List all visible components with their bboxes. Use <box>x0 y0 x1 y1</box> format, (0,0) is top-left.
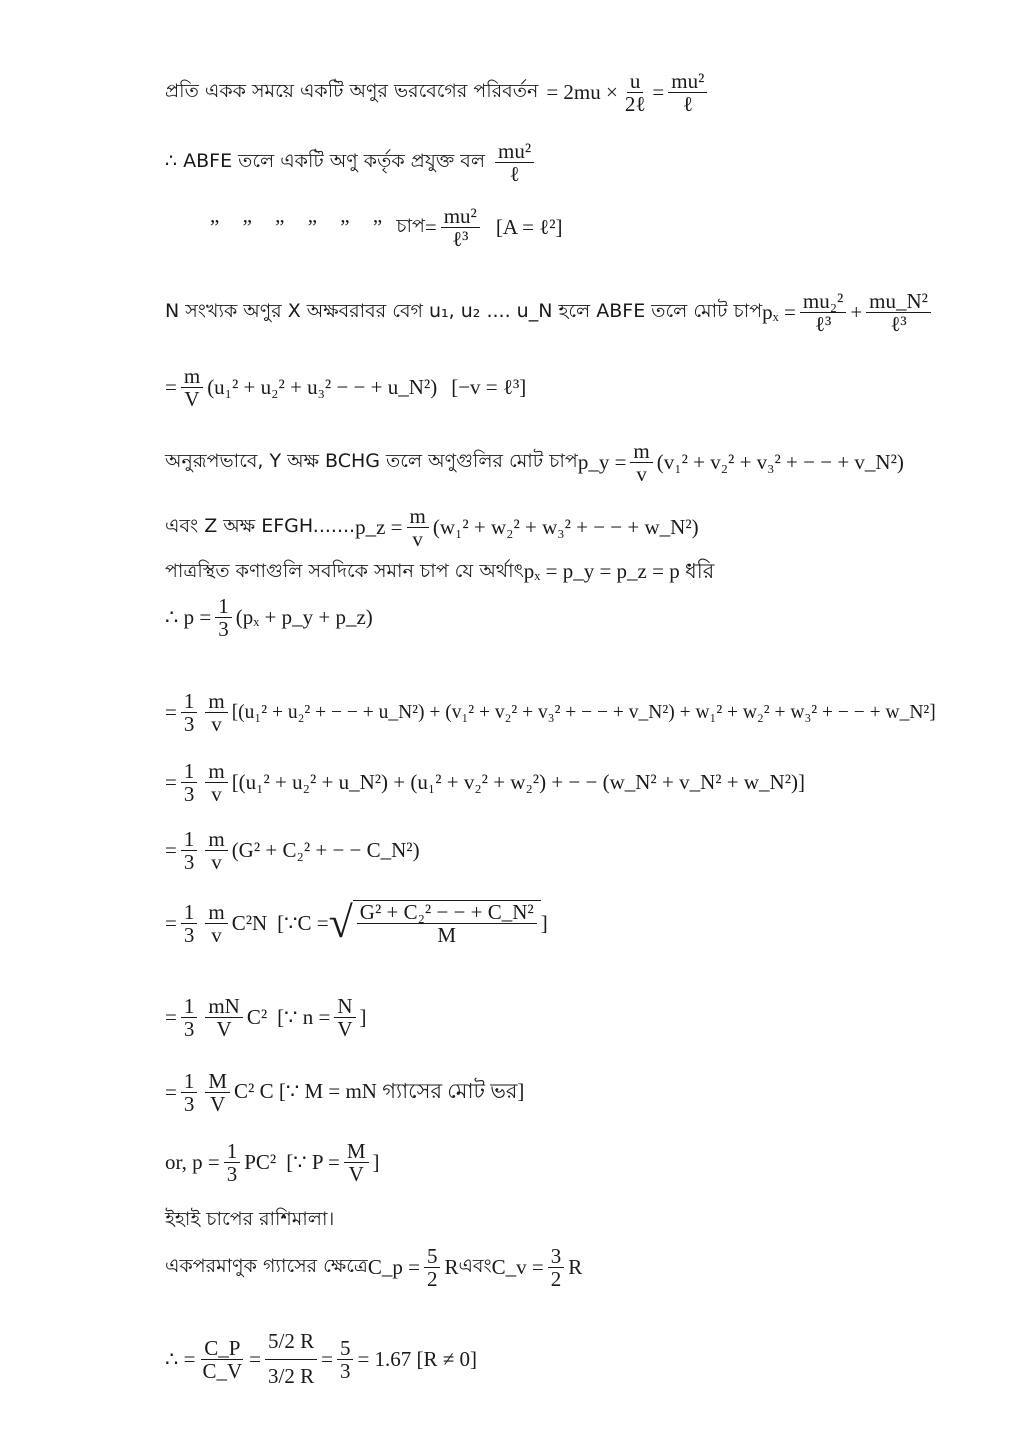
w-sum-expr: (w₁² + w₂² + w₃² + − − + w_N²) <box>432 515 699 540</box>
equals-sign: = <box>321 1346 333 1371</box>
u-sum-expr: (u₁² + u₂² + u₃² − − + u_N²) <box>207 375 438 400</box>
px-expansion-line <box>165 365 526 410</box>
total-pressure-z-text: এবং Z অক্ষ EFGH....... <box>165 514 356 537</box>
therefore-equals: ∴ = <box>165 1346 196 1371</box>
fraction-m-over-v: $\frac{m}{v}$ <box>630 440 652 485</box>
fraction-one-third: $\frac{1}{3}$ <box>181 690 198 735</box>
fraction-one-third: $\frac{1}{3}$ <box>224 1140 241 1185</box>
equals-sign: = <box>249 1346 261 1371</box>
px-label: pₓ = <box>762 300 796 325</box>
momentum-change-text: প্রতি একক সময়ে একটি অণুর ভরবেগের পরিবর্তন <box>165 79 539 102</box>
fraction-mu2-2: $\frac{\text{mu₂²}}{\text{ℓ³}}$ <box>800 290 846 335</box>
expansion-line-2 <box>165 760 805 805</box>
rms-numerator: G² + C₂² − − + C_N² <box>357 901 537 924</box>
fraction-one-third: $\frac{1}{3}$ <box>181 1070 198 1115</box>
fraction-M-over-V: $\frac{M}{V}$ <box>344 1140 369 1185</box>
fraction-one-third: $\frac{1}{3}$ <box>181 760 198 805</box>
pressure-result-line <box>165 1140 380 1185</box>
speed-sum-expr: (G² + C₂² + − − C_N²) <box>231 838 420 863</box>
equals-sign: = <box>165 1080 177 1105</box>
c2-expr: C² <box>246 1005 268 1030</box>
fraction-one-third: $\frac{1}{3}$ <box>181 901 198 946</box>
r-symbol: R <box>568 1255 583 1280</box>
conclusion-line <box>165 1205 334 1237</box>
monatomic-text: একপরমাণুক গ্যাসের ক্ষেত্রে <box>165 1254 368 1277</box>
expansion-line-3 <box>165 828 420 873</box>
equals-sign: = <box>165 838 177 863</box>
equals-sign: = <box>165 375 177 400</box>
cv-label: C_v = <box>491 1255 544 1280</box>
fraction-ratio-R: $\frac{5/2 R}{3/2 R}$ <box>265 1325 317 1393</box>
equals-sign: = <box>165 910 177 935</box>
fraction-five-third: $\frac{5}{3}$ <box>337 1337 354 1382</box>
total-pressure-y-text: অনুরূপভাবে, Y অক্ষ BCHG তলে অণুগুলির মোট চাপ <box>165 449 578 472</box>
plus-sign: + <box>850 300 863 325</box>
pressure-sum-expr: (pₓ + p_y + p_z) <box>235 605 373 630</box>
equals-sign: = <box>165 700 177 725</box>
fraction-force: $\frac{\text{mu²}}{\text{ℓ}}$ <box>495 140 534 185</box>
fraction-pressure: $\frac{\text{mu²}}{\text{ℓ³}}$ <box>441 205 480 250</box>
equal-pressure-text: পাত্রস্থিত কণাগুলি সবদিকে সমান চাপ যে অর্থাৎ <box>165 559 524 582</box>
force-text: ∴ ABFE তলে একটি অণু কর্তৃক প্রযুক্ত বল <box>165 149 486 172</box>
density-def-open: [∵ P = <box>286 1150 340 1175</box>
total-pressure-x-text: N সংখ্যক অণুর X অক্ষবরাবর বেগ u₁, u₂ .... u_N হলে ABFE তলে মোট চাপ <box>165 299 763 322</box>
fraction-m-over-v: $\frac{m}{v}$ <box>205 828 227 873</box>
or-p-equals: or, p = <box>165 1150 220 1175</box>
gamma-line <box>165 1325 477 1393</box>
momentum-change-line <box>165 70 711 115</box>
total-pressure-x-line <box>165 290 935 335</box>
pressure-single-line <box>210 205 563 250</box>
fraction-one-third: $\frac{1}{3}$ <box>181 995 198 1040</box>
force-line <box>165 140 538 185</box>
equal-pressure-expr: pₓ = p_y = p_z = p ধরি <box>523 559 715 583</box>
fraction-m-over-v: $\frac{m}{v}$ <box>407 505 429 550</box>
total-mass-expr: C² C [∵ M = mN গ্যাসের মোট ভর] <box>234 1079 525 1104</box>
fraction-mu2-over-l: $\frac{\text{mu²}}{\text{ℓ}}$ <box>668 70 707 115</box>
conclusion-text: ইহাই চাপের রাশিমালা। <box>165 1208 335 1230</box>
number-density-line <box>165 995 367 1040</box>
fraction-mN-over-V: $\frac{mN}{V}$ <box>205 995 243 1040</box>
rms-denominator: M <box>437 923 457 948</box>
py-label: p_y = <box>577 450 627 475</box>
momentum-expr: = 2mu × <box>546 80 618 105</box>
square-root: √ $\frac{\text{G² + C₂² − − + C\_N²}}{M}$ <box>329 900 541 946</box>
grouped-sum-expr: [(u₁² + u₂² + u_N²) + (u₁² + v₂² + w₂²) + − − (w_N² + v_N² + w_N²)] <box>231 770 805 795</box>
fraction-N-over-V: $\frac{N}{V}$ <box>334 995 355 1040</box>
density-def-close: ] <box>372 1150 380 1175</box>
fraction-m-over-v: $\frac{m}{v}$ <box>205 690 227 735</box>
v-sum-expr: (v₁² + v₂² + v₃² + − − + v_N²) <box>656 450 904 475</box>
n-def-open: [∵ n = <box>277 1005 331 1030</box>
fraction-five-half: $\frac{5}{2}$ <box>424 1245 441 1290</box>
fraction-cp-over-cv: $\frac{C\_P}{C\_V}$ <box>202 1335 243 1383</box>
pc2-expr: PC² <box>244 1150 277 1175</box>
and-word: এবং <box>458 1254 492 1277</box>
total-mass-line <box>165 1070 524 1115</box>
equals-sign: = <box>165 770 177 795</box>
equals-sign: = <box>165 1005 177 1030</box>
fraction-M-over-V: $\frac{M}{V}$ <box>205 1070 230 1115</box>
c2n-expr: C²N <box>231 910 268 935</box>
rms-speed-line <box>165 900 548 946</box>
equals-sign: = <box>424 215 437 240</box>
fraction-m-over-V: $\frac{m}{V}$ <box>181 365 203 410</box>
total-pressure-z-line <box>165 505 699 550</box>
rms-def-close: ] <box>540 910 548 935</box>
equals-sign: = <box>652 80 665 105</box>
area-note: [A = ℓ²] <box>495 215 563 240</box>
equal-pressure-line <box>165 555 714 590</box>
fraction-three-half: $\frac{3}{2}$ <box>548 1245 565 1290</box>
pressure-label: চাপ <box>396 214 425 237</box>
fraction-u-over-2l: $\frac{u}{\text{2ℓ}}$ <box>624 69 646 117</box>
p-equals: ∴ p = <box>165 605 212 630</box>
gamma-value: = 1.67 [R ≠ 0] <box>357 1346 478 1371</box>
rms-def-open: [∵C = <box>277 910 329 935</box>
r-symbol: R <box>444 1255 459 1280</box>
total-pressure-y-line <box>165 440 904 485</box>
fraction-mu2-N: $\frac{\text{mu\_N²}}{\text{ℓ³}}$ <box>866 290 931 335</box>
volume-note: [−v = ℓ³] <box>451 375 527 400</box>
full-sum-expr: [(u₁² + u₂² + − − + u_N²) + (v₁² + v₂² + v₃² + − − + v_N²) + w₁² + w₂² + w₃² + − − + w_N²] <box>231 701 936 723</box>
expansion-line-1 <box>165 690 936 735</box>
fraction-one-third: $\frac{1}{3}$ <box>181 828 198 873</box>
ditto-marks: ” ” ” ” ” ” <box>210 215 383 240</box>
monatomic-line <box>165 1245 582 1290</box>
fraction-m-over-v: $\frac{m}{v}$ <box>205 760 227 805</box>
fraction-m-over-v: $\frac{m}{v}$ <box>205 901 227 946</box>
pz-label: p_z = <box>355 515 403 540</box>
cp-label: C_p = <box>367 1255 420 1280</box>
n-def-close: ] <box>359 1005 367 1030</box>
mean-pressure-line <box>165 595 373 640</box>
fraction-one-third: $\frac{1}{3}$ <box>215 595 232 640</box>
